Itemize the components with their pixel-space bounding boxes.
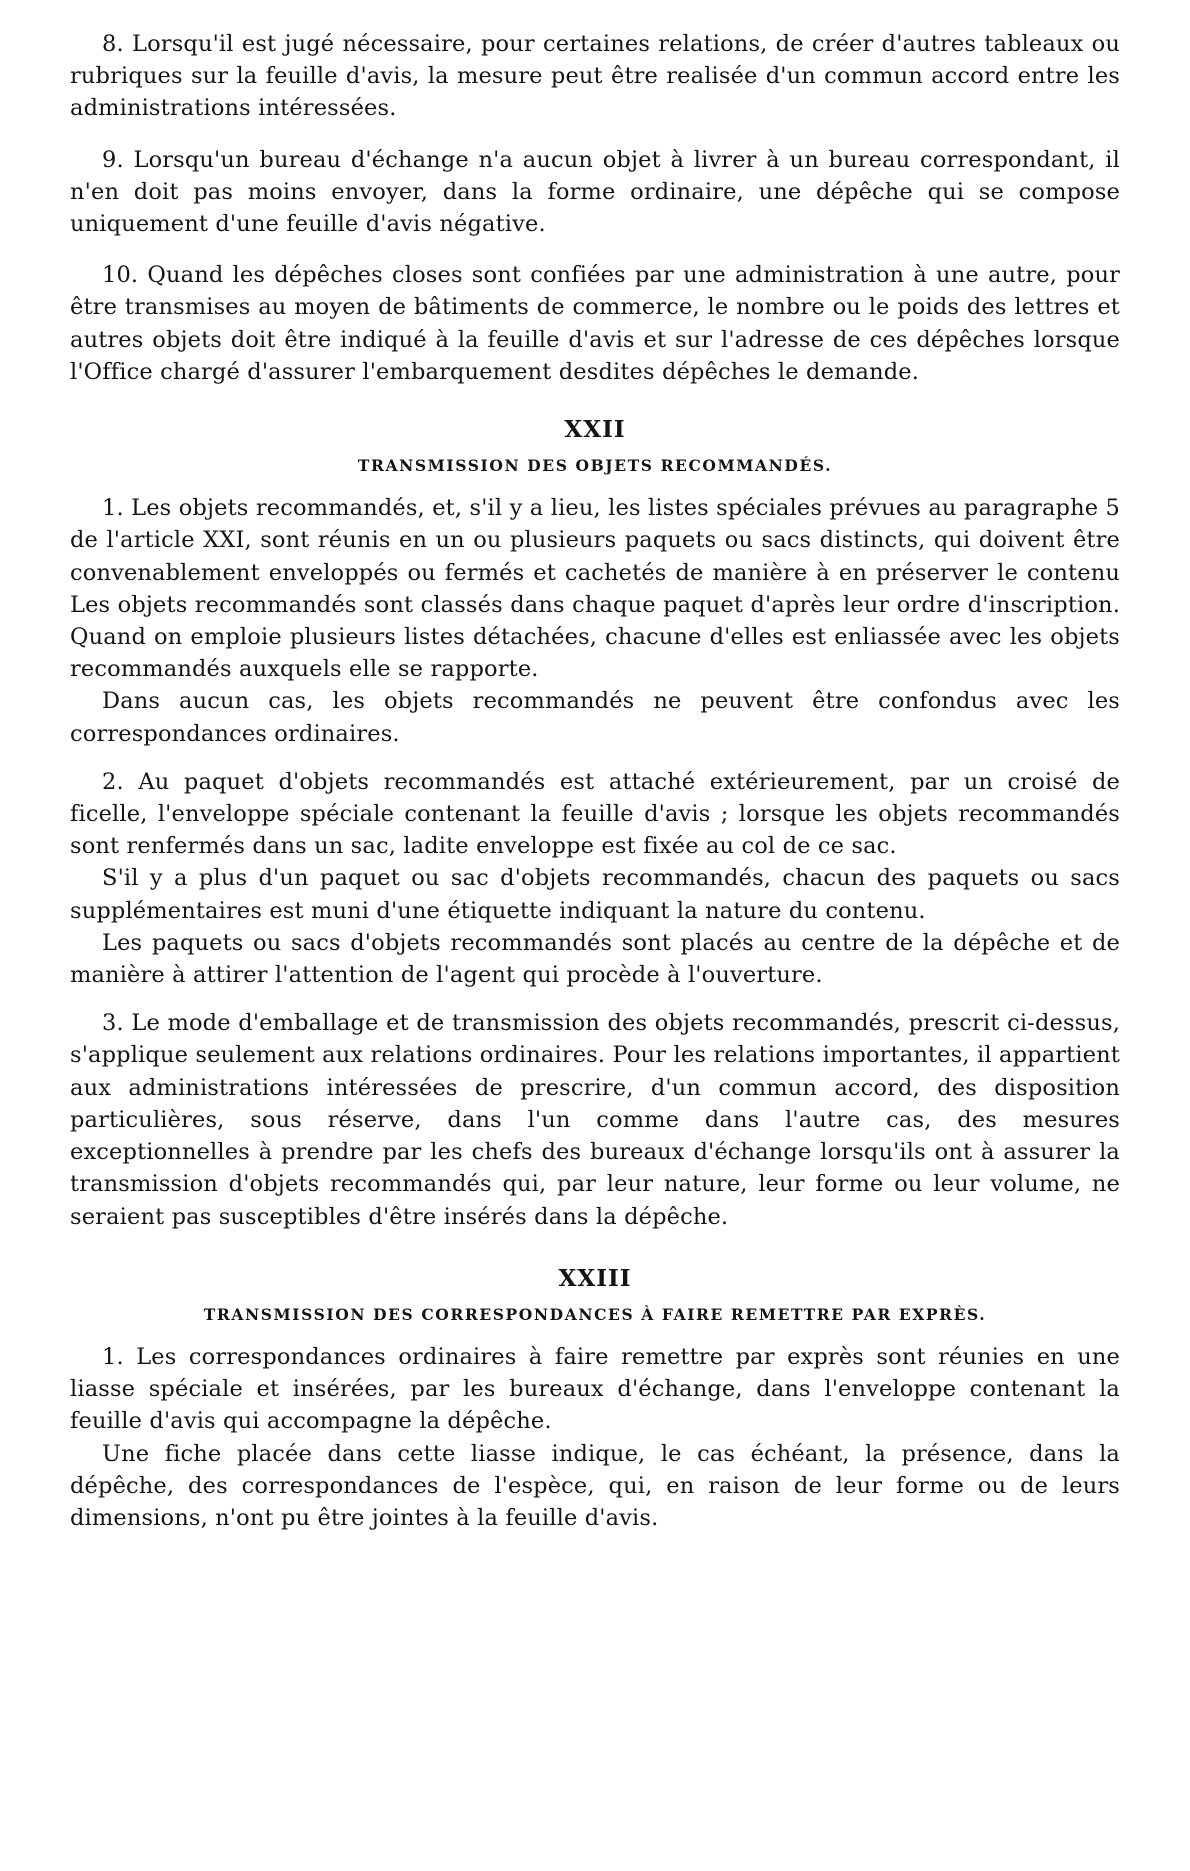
section-title-xxiii: TRANSMISSION DES CORRESPONDANCES À FAIRE REMETTRE PAR EXPRÈS. <box>203 1304 987 1324</box>
xxiii-paragraph-1: 1. Les correspondances ordinaires à faire remettre par exprès sont réunies en une liasse spéciale et insérées, par les bureaux d'échange, dans l'enveloppe contenant la feuille d'avis qui accompagne la dépêche. <box>70 1343 1120 1435</box>
section-title-xxii: TRANSMISSION DES OBJETS RECOMMANDÉS. <box>357 456 833 476</box>
document-page <box>70 28 1120 1534</box>
xxii-paragraph-1b: Dans aucun cas, les objets recommandés ne peuvent être confondus avec les correspondances ordinaires. <box>70 688 1120 747</box>
section-number-xxii: XXII <box>564 416 626 444</box>
xxii-paragraph-3: 3. Le mode d'emballage et de transmission des objets recommandés, prescrit ci-dessus, s'applique seulement aux relations ordinaires. Pour les relations importantes, il appartient aux administrations intéressées de prescrire, d'un commun accord, des disposition particulières, sous réserve, dans l'un comme dans l'autre cas, des mesures exceptionnelles à prendre par les chefs des bureaux d'échange lorsqu'ils ont à assurer la transmission d'objets recommandés qui, par leur nature, leur forme ou leur volume, ne seraient pas susceptibles d'être insérés dans la dépêche. <box>70 1010 1120 1230</box>
xxii-paragraph-2: 2. Au paquet d'objets recommandés est attaché extérieurement, par un croisé de ficelle, l'enveloppe spéciale contenant la feuille d'avis ; lorsque les objets recommandés sont renfermés dans un sac, ladite enveloppe est fixée au col de ce sac. <box>70 768 1120 860</box>
xxii-paragraph-2c: Les paquets ou sacs d'objets recommandés sont placés au centre de la dépêche et de manière à attirer l'attention de l'agent qui procède à l'ouverture. <box>70 929 1120 989</box>
xxii-paragraph-1: 1. Les objets recommandés, et, s'il y a lieu, les listes spéciales prévues au paragraphe 5 de l'article XXI, sont réunis en un ou plusieurs paquets ou sacs distincts, qui doivent être convenablement enveloppés ou fermés et cachetés de manière à en préserver le contenu Les objets recommandés sont classés dans chaque paquet d'après leur ordre d'inscription. Quand on emploie plusieurs listes détachées, chacune d'elles est enliassée avec les objets recommandés auxquels elle se rapporte. <box>70 495 1120 683</box>
section-number-xxiii: XXIII <box>558 1264 632 1292</box>
xxii-paragraph-2b: S'il y a plus d'un paquet ou sac d'objets recommandés, chacun des paquets ou sacs supplémentaires est muni d'une étiquette indiquant la nature du contenu. <box>70 865 1120 924</box>
paragraph-10: 10. Quand les dépêches closes sont confiées par une administration à une autre, pour être transmises au moyen de bâtiments de commerce, le nombre ou le poids des lettres et autres objets doit être indiqué à la feuille d'avis et sur l'adresse de ces dépêches lorsque l'Office chargé d'assurer l'embarquement desdites dépêches le demande. <box>70 262 1120 385</box>
xxiii-paragraph-1b: Une fiche placée dans cette liasse indique, le cas échéant, la présence, dans la dépêche, des correspondances de l'espèce, qui, en raison de leur forme ou de leurs dimensions, n'ont pu être jointes à la feuille d'avis. <box>70 1440 1120 1531</box>
paragraph-8: 8. Lorsqu'il est jugé nécessaire, pour certaines relations, de créer d'autres tableaux ou rubriques sur la feuille d'avis, la mesure peut être realisée d'un commun accord entre les administrations intéressées. <box>70 31 1120 122</box>
paragraph-9: 9. Lorsqu'un bureau d'échange n'a aucun objet à livrer à un bureau correspondant, il n'en doit pas moins envoyer, dans la forme ordinaire, une dépêche qui se compose uniquement d'une feuille d'avis négative. <box>70 146 1120 238</box>
